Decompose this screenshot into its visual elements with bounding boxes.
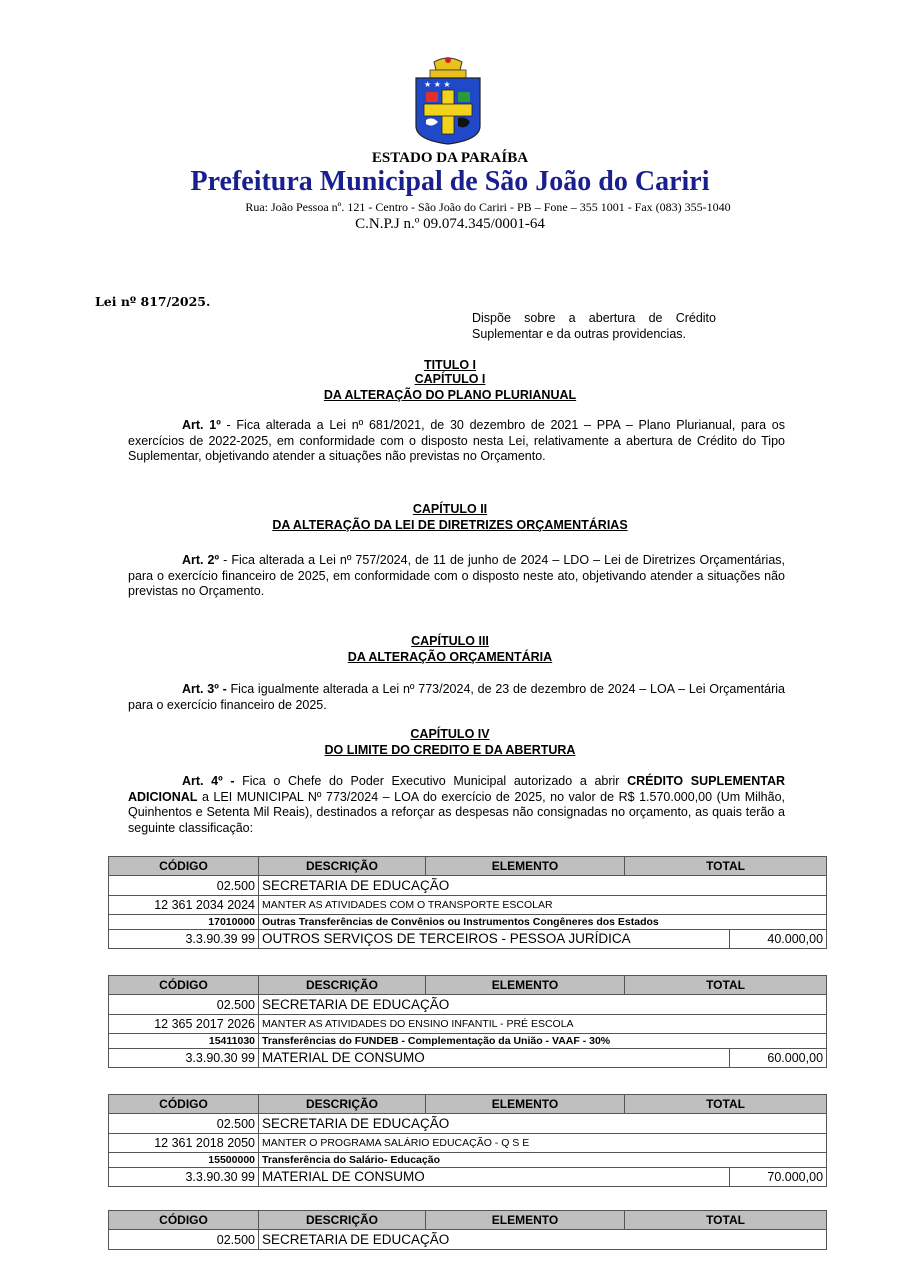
- article-4-credit-type: CRÉDITO SUPLEMENTAR ADICIONAL: [128, 774, 785, 804]
- header-total: TOTAL: [625, 1095, 827, 1114]
- article-3-label: Art. 3º -: [182, 682, 227, 696]
- action-desc: MANTER O PROGRAMA SALÁRIO EDUCAÇÃO - Q S E: [259, 1134, 827, 1153]
- element-total: 60.000,00: [730, 1049, 827, 1068]
- table-header-row: [109, 1211, 827, 1230]
- header-descricao: DESCRIÇÃO: [259, 1095, 426, 1114]
- article-3: [128, 682, 785, 713]
- table-row: [109, 1230, 827, 1250]
- element-desc: MATERIAL DE CONSUMO: [259, 1049, 730, 1068]
- table-row: [109, 876, 827, 896]
- table-row: [109, 1168, 827, 1187]
- header-codigo: CÓDIGO: [109, 857, 259, 876]
- chapter-3-title: DA ALTERAÇÃO ORÇAMENTÁRIA: [347, 650, 553, 664]
- budget-table-3: [108, 1094, 827, 1187]
- table-row: [109, 995, 827, 1015]
- law-summary: Dispõe sobre a abertura de Crédito Suplementar e da outras providencias.: [472, 311, 716, 341]
- source-code: 17010000: [109, 915, 259, 930]
- element-total: 40.000,00: [730, 930, 827, 949]
- header-elemento: ELEMENTO: [426, 857, 625, 876]
- header-total: TOTAL: [625, 976, 827, 995]
- article-2-text: - Fica alterada a Lei nº 757/2024, de 11 de junho de 2024 – LDO – Lei de Diretrizes Orçamentárias, para o exercício financeiro de 2025, em conformidade com o disposto neste ato, objetivando atender a situações não previstas no Orçamento.: [128, 553, 785, 598]
- org-desc: SECRETARIA DE EDUCAÇÃO: [259, 1114, 827, 1134]
- table-row: [109, 1114, 827, 1134]
- header-codigo: CÓDIGO: [109, 1211, 259, 1230]
- chapter-1-title: DA ALTERAÇÃO DO PLANO PLURIANUAL: [323, 388, 577, 402]
- article-4: [128, 774, 785, 836]
- table-row: [109, 896, 827, 915]
- table-row: [109, 930, 827, 949]
- action-code: 12 365 2017 2026: [109, 1015, 259, 1034]
- header-descricao: DESCRIÇÃO: [259, 976, 426, 995]
- action-desc: MANTER AS ATIVIDADES COM O TRANSPORTE ESCOLAR: [259, 896, 827, 915]
- org-desc: SECRETARIA DE EDUCAÇÃO: [259, 995, 827, 1015]
- table-row: [109, 915, 827, 930]
- source-desc: Outras Transferências de Convênios ou Instrumentos Congêneres dos Estados: [259, 915, 827, 930]
- article-3-text: Fica igualmente alterada a Lei nº 773/2024, de 23 de dezembro de 2024 – LOA – Lei Orçamentária para o exercício financeiro de 2025.: [128, 682, 785, 712]
- svg-text:★ ★ ★: ★ ★ ★: [424, 80, 451, 89]
- municipal-coat-of-arms: [414, 56, 482, 146]
- table-row: [109, 1134, 827, 1153]
- header-elemento: ELEMENTO: [426, 1211, 625, 1230]
- table-header-row: [109, 857, 827, 876]
- header-elemento: ELEMENTO: [426, 1095, 625, 1114]
- element-total: 70.000,00: [730, 1168, 827, 1187]
- table-header-row: [109, 1095, 827, 1114]
- budget-table-1: [108, 856, 827, 949]
- header-elemento: ELEMENTO: [426, 976, 625, 995]
- org-code: 02.500: [109, 1230, 259, 1250]
- header-descricao: DESCRIÇÃO: [259, 857, 426, 876]
- element-desc: OUTROS SERVIÇOS DE TERCEIROS - PESSOA JURÍDICA: [259, 930, 730, 949]
- prefeitura-title: Prefeitura Municipal de São João do Cariri: [190, 166, 710, 197]
- law-number: Lei nº 817/2025.: [95, 294, 211, 309]
- org-code: 02.500: [109, 876, 259, 896]
- table-row: [109, 1153, 827, 1168]
- action-code: 12 361 2018 2050: [109, 1134, 259, 1153]
- element-desc: MATERIAL DE CONSUMO: [259, 1168, 730, 1187]
- source-code: 15500000: [109, 1153, 259, 1168]
- chapter-4-heading: CAPÍTULO IV: [410, 727, 490, 741]
- article-1-text: - Fica alterada a Lei nº 681/2021, de 30 dezembro de 2021 – PPA – Plano Plurianual, para os exercícios de 2022-2025, em conformidade com o disposto nesta Lei, relativamente a abertura de Crédito do Tipo Suplementar, objetivando atender a situações não previstas no Orçamento.: [128, 418, 785, 463]
- element-code: 3.3.90.30 99: [109, 1049, 259, 1068]
- source-code: 15411030: [109, 1034, 259, 1049]
- header-total: TOTAL: [625, 857, 827, 876]
- header-codigo: CÓDIGO: [109, 976, 259, 995]
- article-1: [128, 418, 785, 465]
- chapter-4-title: DO LIMITE DO CREDITO E DA ABERTURA: [324, 743, 576, 757]
- article-4-label: Art. 4º -: [182, 774, 235, 788]
- action-code: 12 361 2034 2024: [109, 896, 259, 915]
- header-total: TOTAL: [625, 1211, 827, 1230]
- element-code: 3.3.90.39 99: [109, 930, 259, 949]
- source-desc: Transferência do Salário- Educação: [259, 1153, 827, 1168]
- element-code: 3.3.90.30 99: [109, 1168, 259, 1187]
- action-desc: MANTER AS ATIVIDADES DO ENSINO INFANTIL - PRÉ ESCOLA: [259, 1015, 827, 1034]
- cnpj-line: C.N.P.J n.º 09.074.345/0001-64: [355, 216, 545, 232]
- org-desc: SECRETARIA DE EDUCAÇÃO: [259, 876, 827, 896]
- table-row: [109, 1049, 827, 1068]
- table-row: [109, 1015, 827, 1034]
- org-code: 02.500: [109, 995, 259, 1015]
- article-2-label: Art. 2º: [182, 553, 220, 567]
- header-codigo: CÓDIGO: [109, 1095, 259, 1114]
- budget-table-4: [108, 1210, 827, 1250]
- chapter-2-heading: CAPÍTULO II: [412, 502, 488, 516]
- budget-table-2: [108, 975, 827, 1068]
- org-desc: SECRETARIA DE EDUCAÇÃO: [259, 1230, 827, 1250]
- titulo-heading: TITULO I: [423, 358, 477, 372]
- chapter-1-heading: CAPÍTULO I: [414, 372, 486, 386]
- article-4-text-b: a LEI MUNICIPAL Nº 773/2024 – LOA do exercício de 2025, no valor de R$ 1.570.000,00 (Um Milhão, Quinhentos e Setenta Mil Reais), destinados a reforçar as despesas não consignadas no orçamento, as quais terão a seguinte classificação:: [128, 789, 785, 835]
- article-2: [128, 553, 785, 600]
- org-code: 02.500: [109, 1114, 259, 1134]
- address-line: Rua: João Pessoa nº. 121 - Centro - São João do Cariri - PB – Fone – 355 1001 - Fax (083) 355-1040: [245, 200, 731, 214]
- state-name: ESTADO DA PARAÍBA: [371, 150, 529, 166]
- header-descricao: DESCRIÇÃO: [259, 1211, 426, 1230]
- source-desc: Transferências do FUNDEB - Complementação da União - VAAF - 30%: [259, 1034, 827, 1049]
- table-row: [109, 1034, 827, 1049]
- table-header-row: [109, 976, 827, 995]
- article-4-text-a: Fica o Chefe do Poder Executivo Municipal autorizado a abrir: [234, 774, 628, 788]
- chapter-2-title: DA ALTERAÇÃO DA LEI DE DIRETRIZES ORÇAMENTÁRIAS: [272, 518, 628, 532]
- chapter-3-heading: CAPÍTULO III: [411, 634, 489, 648]
- article-1-label: Art. 1º: [182, 418, 221, 432]
